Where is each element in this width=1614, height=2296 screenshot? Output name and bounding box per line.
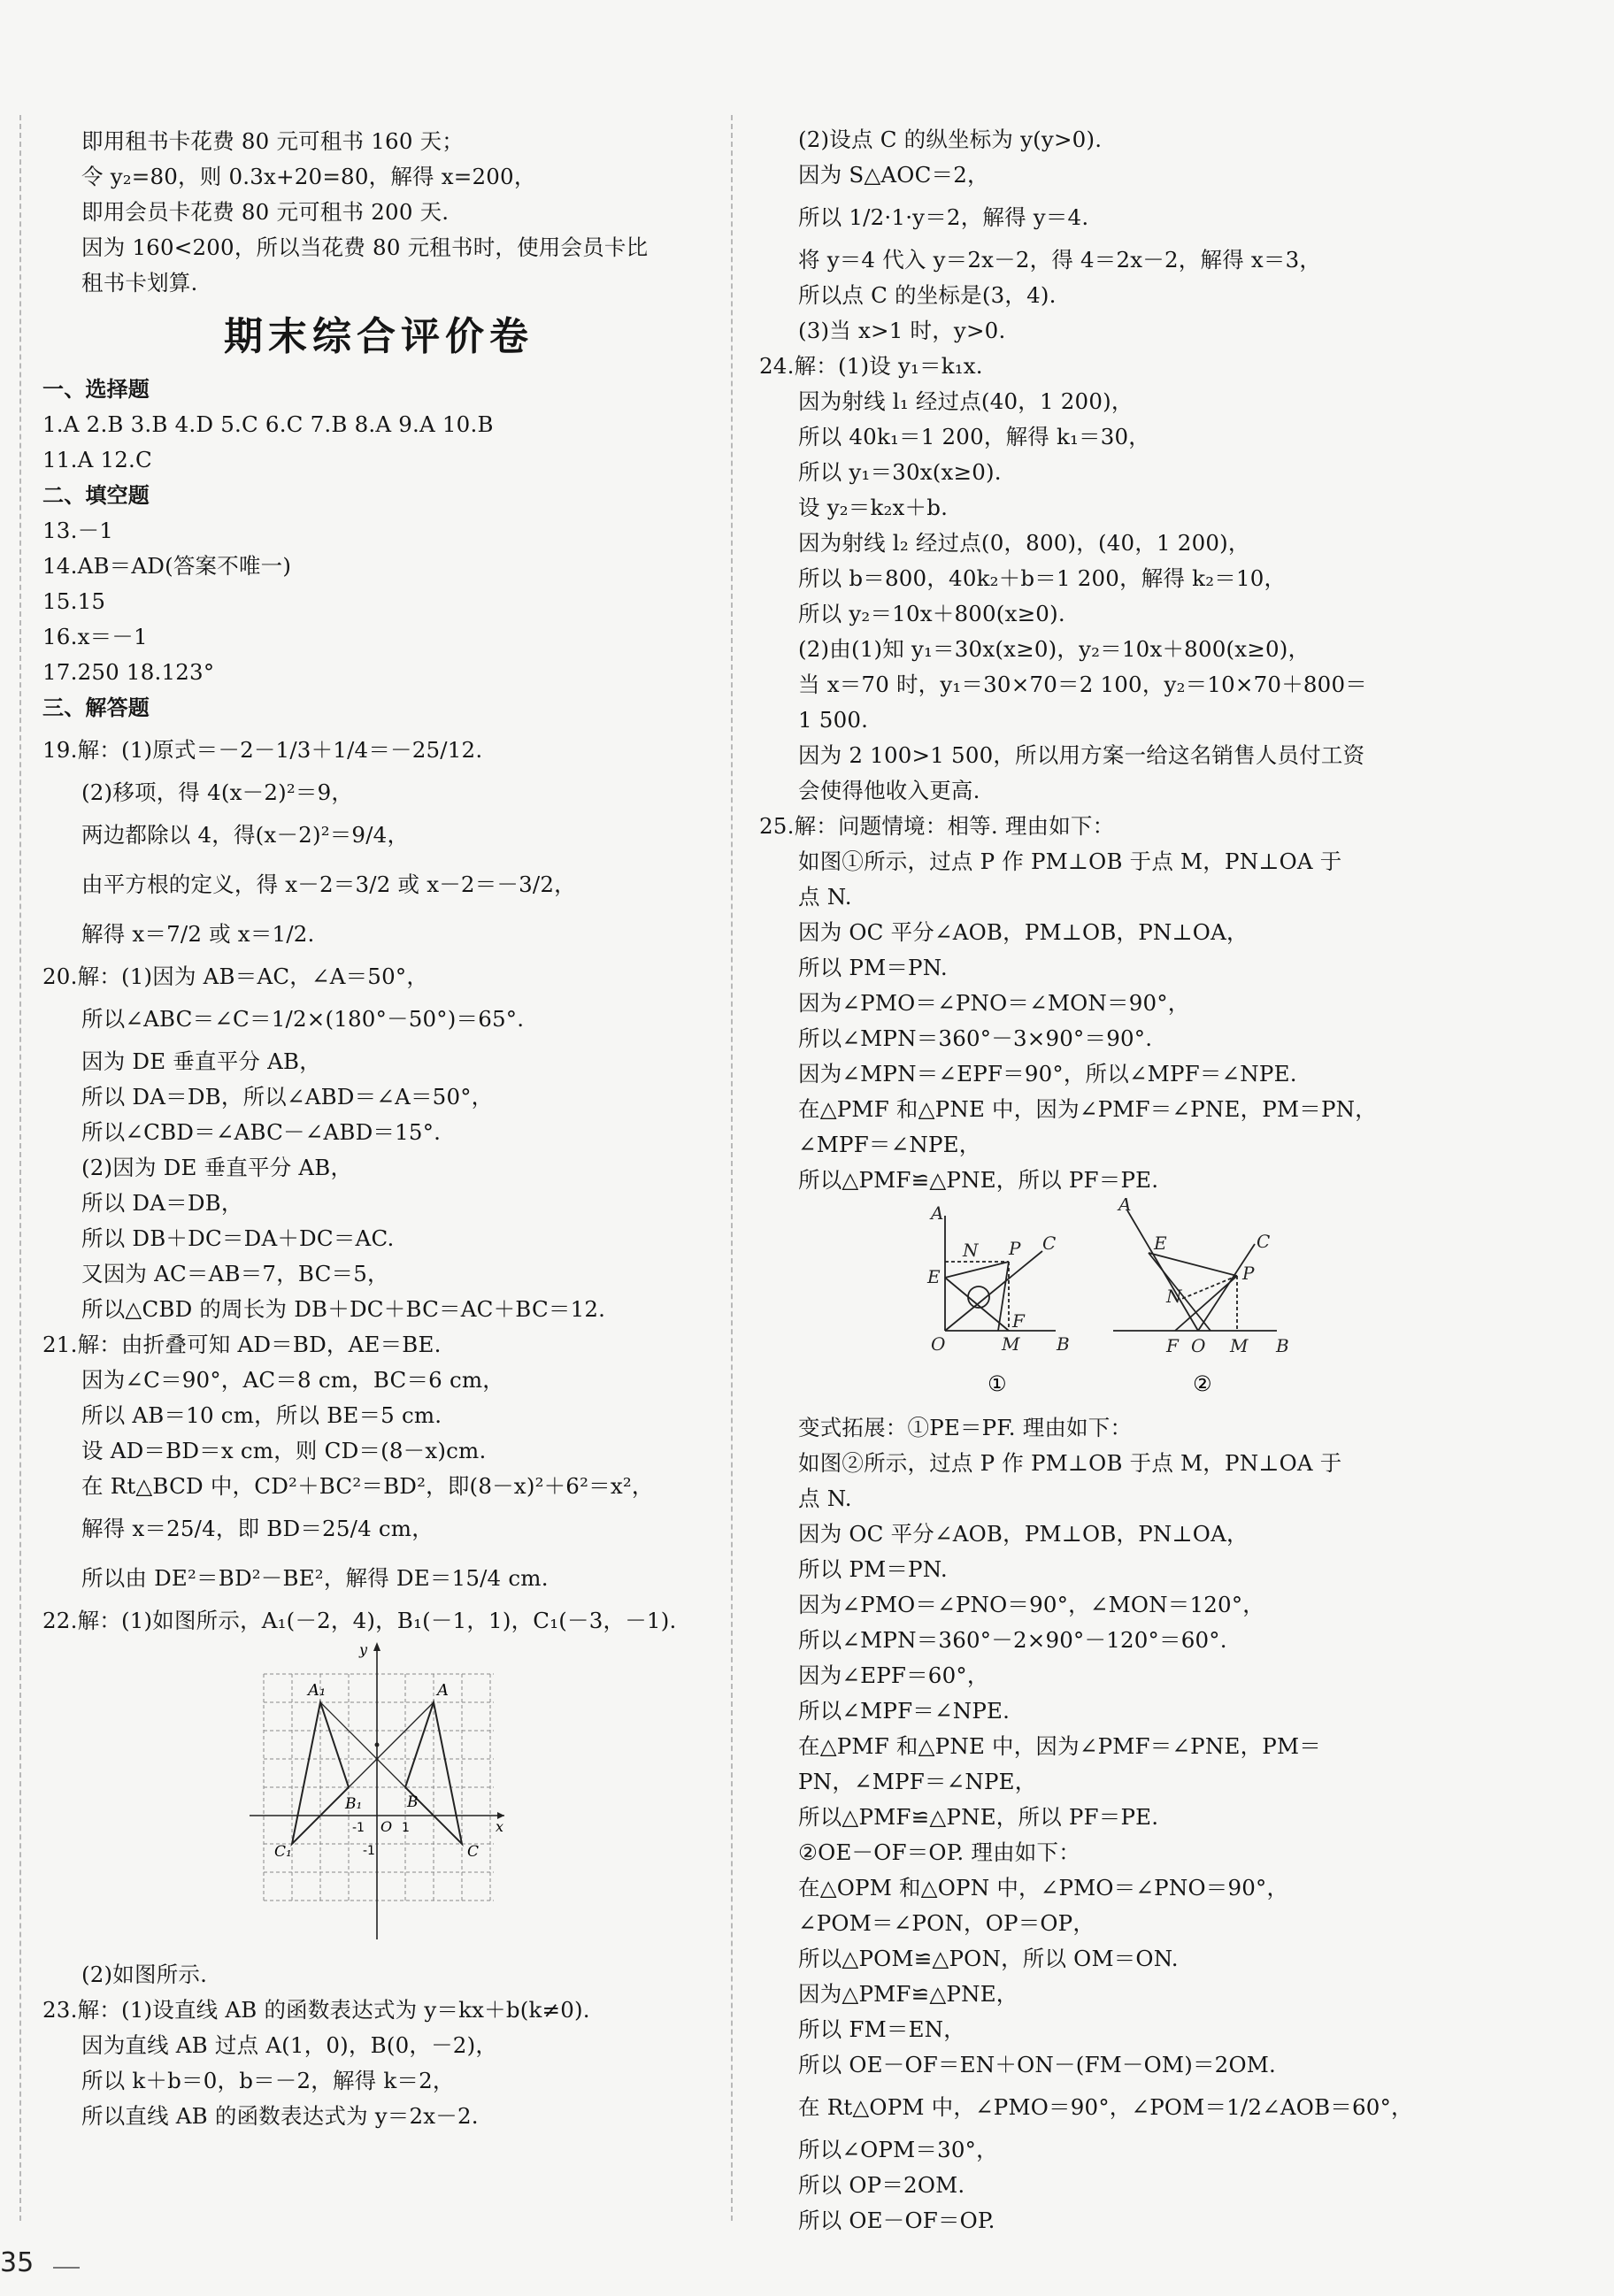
label-x: x <box>496 1818 504 1835</box>
solution-line: 解得 x＝7/2 或 x＝1/2. <box>81 921 315 947</box>
fig2-label-m: M <box>1230 1335 1249 1356</box>
solution-line: 所以∠MPN＝360°－3×90°＝90°. <box>798 1025 1153 1051</box>
solution-line: 所以由 DE²＝BD²－BE²，解得 DE＝15/4 cm. <box>81 1565 549 1591</box>
solution-line: (2)移项，得 4(x－2)²＝9， <box>81 779 354 805</box>
fig2-label-c: C <box>1257 1231 1271 1252</box>
solution-line: ∠POM＝∠PON，OP＝OP， <box>798 1910 1095 1936</box>
segment-p-f-2 <box>1175 1276 1237 1331</box>
solution-line: 点 N. <box>798 884 852 910</box>
solution-line: 所以 DA＝DB，所以∠ABD＝∠A＝50°， <box>81 1084 494 1110</box>
solution-line: 所以 40k₁＝1 200，解得 k₁＝30， <box>798 424 1150 449</box>
solution-line: 25.解：问题情境：相等. 理由如下： <box>759 813 1115 839</box>
fill-answer: 13.－1 <box>42 518 114 543</box>
section-heading-solve: 三、解答题 <box>42 695 150 720</box>
section-heading-choice: 一、选择题 <box>42 377 150 402</box>
solution-line: 所以直线 AB 的函数表达式为 y＝2x－2. <box>81 2103 479 2129</box>
solution-line: 因为 2 100>1 500，所以用方案一给这名销售人员付工资 <box>798 742 1365 768</box>
solution-line: 因为 OC 平分∠AOB，PM⊥OB，PN⊥OA， <box>798 1521 1249 1547</box>
figure-2-labels <box>1117 1198 1289 1356</box>
page-number: 35 <box>0 2247 35 2278</box>
solution-line: 所以 y₂＝10x＋800(x≥0). <box>798 601 1065 626</box>
solution-line: 设 y₂＝k₂x＋b. <box>798 495 949 520</box>
label-b1: B₁ <box>345 1795 363 1813</box>
column-divider <box>731 115 733 2221</box>
grid-lines <box>264 1674 494 1901</box>
choice-answers: 11.A 12.C <box>42 447 152 472</box>
solution-line: 所以 b＝800，40k₂＋b＝1 200，解得 k₂＝10， <box>798 565 1287 591</box>
solution-line: 所以点 C 的坐标是(3，4). <box>798 282 1057 308</box>
label-a: A <box>437 1681 449 1700</box>
solution-line: 所以∠MPF＝∠NPE. <box>798 1698 1011 1724</box>
solution-line: 24.解：(1)设 y₁＝k₁x. <box>759 353 983 379</box>
solution-line: 所以 PM＝PN. <box>798 1556 948 1582</box>
solution-line: 23.解：(1)设直线 AB 的函数表达式为 y＝kx＋b(k≠0). <box>42 1997 590 2023</box>
solution-line: 如图②所示，过点 P 作 PM⊥OB 于点 M，PN⊥OA 于 <box>798 1450 1342 1476</box>
figure-1 <box>945 1216 1056 1331</box>
solution-line: 所以∠OPM＝30°， <box>798 2137 998 2162</box>
solution-line: 所以 y₁＝30x(x≥0). <box>798 459 1002 485</box>
right-column <box>759 122 1441 2238</box>
solution-line: 又因为 AC＝AB＝7，BC＝5， <box>81 1261 389 1286</box>
solution-line: 所以 DB＋DC＝DA＋DC＝AC. <box>81 1225 395 1251</box>
fig1-label-o: O <box>931 1333 946 1355</box>
solution-line: 所以 k＋b＝0，b＝－2，解得 k＝2， <box>81 2068 455 2093</box>
y-axis-arrow <box>373 1642 380 1651</box>
fig1-label-a: A <box>931 1202 944 1224</box>
solution-line: 在△OPM 和△OPN 中，∠PMO＝∠PNO＝90°， <box>798 1875 1289 1901</box>
fig1-label-e: E <box>927 1266 941 1287</box>
segment-pn-2 <box>1180 1276 1237 1300</box>
solution-line: 将 y＝4 代入 y＝2x－2，得 4＝2x－2，解得 x＝3， <box>798 247 1322 273</box>
solution-line: 19.解：(1)原式＝－2－1/3＋1/4＝－25/12. <box>42 737 483 763</box>
segment-e-p-1 <box>945 1262 1009 1278</box>
label-a1: A₁ <box>308 1681 327 1700</box>
fig2-label-e: E <box>1154 1232 1167 1254</box>
solution-line: (3)当 x>1 时，y>0. <box>798 318 1006 343</box>
label-y: y <box>359 1641 368 1658</box>
solution-line: (2)由(1)知 y₁＝30x(x≥0)，y₂＝10x＋800(x≥0)， <box>798 636 1310 662</box>
tick-label-y-neg1: -1 <box>363 1844 375 1858</box>
fill-answer: 17.250 18.123° <box>42 659 215 685</box>
fig1-label-c: C <box>1042 1232 1057 1254</box>
fig2-label-b: B <box>1276 1335 1289 1356</box>
fill-answer: 16.x＝－1 <box>42 624 148 649</box>
solution-line: 所以△PMF≌△PNE，所以 PF＝PE. <box>798 1804 1159 1830</box>
section-heading-fill: 二、填空题 <box>42 483 150 508</box>
label-c1: C₁ <box>274 1843 292 1861</box>
solution-line: 在△PMF 和△PNE 中，因为∠PMF＝∠PNE，PM＝ <box>798 1733 1321 1759</box>
tick-label-1: 1 <box>402 1821 410 1835</box>
solution-line: 在△PMF 和△PNE 中，因为∠PMF＝∠PNE，PM＝PN， <box>798 1096 1377 1122</box>
solution-line: (2)因为 DE 垂直平分 AB， <box>81 1155 353 1180</box>
tick-label-neg1: -1 <box>352 1821 365 1835</box>
solution-line: 由平方根的定义，得 x－2＝3/2 或 x－2＝－3/2， <box>81 872 576 897</box>
ray-oc-2 <box>1198 1244 1255 1331</box>
solution-line: 在 Rt△OPM 中，∠PMO＝90°，∠POM＝1/2∠AOB＝60°， <box>798 2094 1413 2120</box>
text-line: 令 y₂=80，则 0.3x+20=80，解得 x=200， <box>81 164 536 189</box>
solution-line: 解得 x＝25/4，即 BD＝25/4 cm， <box>81 1516 434 1541</box>
solution-line: 所以 OE－OF＝EN＋ON－(FM－OM)＝2OM. <box>798 2052 1277 2077</box>
solution-line: 因为∠PMO＝∠PNO＝∠MON＝90°， <box>798 990 1190 1016</box>
angle-bisector-figures <box>759 1198 1441 1410</box>
solution-line: 因为直线 AB 过点 A(1，0)，B(0，－2)， <box>81 2032 498 2058</box>
solution-line: 变式拓展：①PE＝PF. 理由如下： <box>798 1415 1133 1440</box>
fig2-label-o: O <box>1191 1335 1206 1356</box>
solution-line: 所以 1/2·1·y＝2，解得 y＝4. <box>798 204 1089 230</box>
choice-answers: 1.A 2.B 3.B 4.D 5.C 6.C 7.B 8.A 9.A 10.B <box>42 411 494 437</box>
solution-line: 因为射线 l₂ 经过点(0，800)，(40，1 200)， <box>798 530 1250 556</box>
fill-answer: 14.AB＝AD(答案不唯一) <box>42 553 292 579</box>
fig1-label-n: N <box>963 1240 979 1261</box>
label-b: B <box>407 1793 419 1811</box>
fig1-label-f: F <box>1012 1310 1025 1332</box>
solution-line: 点 N. <box>798 1486 852 1511</box>
solution-line: ②OE－OF＝OP. 理由如下： <box>798 1839 1080 1865</box>
solution-line: 所以∠ABC＝∠C＝1/2×(180°－50°)＝65°. <box>81 1006 525 1032</box>
solution-line: 因为 S△AOC＝2， <box>798 162 989 188</box>
caption-figure-1: ① <box>988 1371 1007 1396</box>
caption-figure-2: ② <box>1193 1371 1212 1396</box>
solution-line: 因为 DE 垂直平分 AB， <box>81 1048 321 1074</box>
solution-line: 21.解：由折叠可知 AD＝BD，AE＝BE. <box>42 1332 442 1357</box>
figure-1-labels <box>926 1202 1070 1355</box>
solution-line: 如图①所示，过点 P 作 PM⊥OB 于点 M，PN⊥OA 于 <box>798 849 1342 874</box>
solution-line: 因为射线 l₁ 经过点(40，1 200)， <box>798 388 1134 414</box>
solution-line: 所以 AB＝10 cm，所以 BE＝5 cm. <box>81 1402 442 1428</box>
solution-line: 所以 DA＝DB， <box>81 1190 243 1216</box>
solution-line: 所以△PMF≌△PNE，所以 PF＝PE. <box>798 1167 1159 1193</box>
coordinate-grid-svg <box>246 1639 511 1948</box>
solution-line: 所以 FM＝EN， <box>798 2016 965 2042</box>
solution-line: 因为∠PMO＝∠PNO＝90°，∠MON＝120°， <box>798 1592 1264 1617</box>
solution-line: 1 500. <box>798 707 869 733</box>
solution-line: 因为 OC 平分∠AOB，PM⊥OB，PN⊥OA， <box>798 919 1249 945</box>
solution-line: 在 Rt△BCD 中，CD²＋BC²＝BD²，即(8－x)²＋6²＝x²， <box>81 1473 654 1499</box>
fig1-label-b: B <box>1057 1333 1070 1355</box>
left-margin-rule <box>19 115 21 2221</box>
text-line: 即用会员卡花费 80 元可租书 200 天. <box>81 199 450 225</box>
solution-line: 因为△PMF≌△PNE， <box>798 1981 1018 2007</box>
solution-line: 22.解：(1)如图所示，A₁(－2，4)，B₁(－1，1)，C₁(－3，－1). <box>42 1608 677 1633</box>
segment-b1a <box>349 1702 434 1787</box>
page-number-dash <box>53 2267 80 2269</box>
solution-line: 所以∠CBD＝∠ABC－∠ABD＝15°. <box>81 1119 442 1145</box>
point-p <box>375 1743 380 1747</box>
solution-line: 所以△CBD 的周长为 DB＋DC＋BC＝AC＋BC＝12. <box>81 1296 606 1322</box>
solution-line: 所以△POM≌△PON，所以 OM＝ON. <box>798 1946 1179 1971</box>
label-c: C <box>467 1843 480 1861</box>
solution-line: 会使得他收入更高. <box>798 778 980 803</box>
solution-line: PN，∠MPF＝∠NPE， <box>798 1769 1037 1794</box>
fig2-label-p: P <box>1242 1263 1255 1284</box>
exam-title: 期末综合评价卷 <box>224 314 534 359</box>
text-line: 租书卡划算. <box>81 270 198 296</box>
solution-line: 所以 OP＝2OM. <box>798 2172 965 2198</box>
fig2-label-n: N <box>1166 1286 1182 1307</box>
figures-svg <box>910 1198 1299 1401</box>
solution-line: (2)如图所示. <box>81 1962 208 1987</box>
solution-line: 因为∠C＝90°，AC＝8 cm，BC＝6 cm， <box>81 1367 504 1393</box>
solution-line: 20.解：(1)因为 AB＝AC，∠A＝50°， <box>42 964 429 989</box>
solution-line: ∠MPF＝∠NPE， <box>798 1132 981 1157</box>
solution-line: 因为∠MPN＝∠EPF＝90°，所以∠MPF＝∠NPE. <box>798 1061 1297 1087</box>
fig2-label-f: F <box>1166 1335 1179 1356</box>
left-column <box>42 124 715 2134</box>
solution-line: 当 x＝70 时，y₁＝30×70＝2 100，y₂＝10×70＋800＝ <box>798 672 1367 697</box>
fig1-label-m: M <box>1002 1333 1020 1355</box>
segment-e-p-2 <box>1149 1253 1237 1276</box>
text-line: 因为 160<200，所以当花费 80 元租书时，使用会员卡比 <box>81 234 649 260</box>
solution-line: 设 AD＝BD＝x cm，则 CD＝(8－x)cm. <box>81 1438 487 1463</box>
fill-answer: 15.15 <box>42 588 106 614</box>
segment-a1b <box>320 1702 405 1787</box>
solution-line: 两边都除以 4，得(x－2)²＝9/4， <box>81 822 410 848</box>
coordinate-figure <box>42 1639 715 1957</box>
label-o: O <box>380 1818 393 1835</box>
fig2-label-a: A <box>1118 1198 1132 1215</box>
solution-line: 因为∠EPF＝60°， <box>798 1662 989 1688</box>
solution-line: 所以∠MPN＝360°－2×90°－120°＝60°. <box>798 1627 1227 1653</box>
fig1-label-p: P <box>1009 1238 1021 1259</box>
solution-line: 所以 PM＝PN. <box>798 955 948 980</box>
segment-p-f-1 <box>998 1262 1009 1331</box>
solution-line: 所以 OE－OF＝OP. <box>798 2208 995 2233</box>
solution-line: (2)设点 C 的纵坐标为 y(y>0). <box>798 127 1103 152</box>
text-line: 即用租书卡花费 80 元可租书 160 天； <box>81 128 464 154</box>
